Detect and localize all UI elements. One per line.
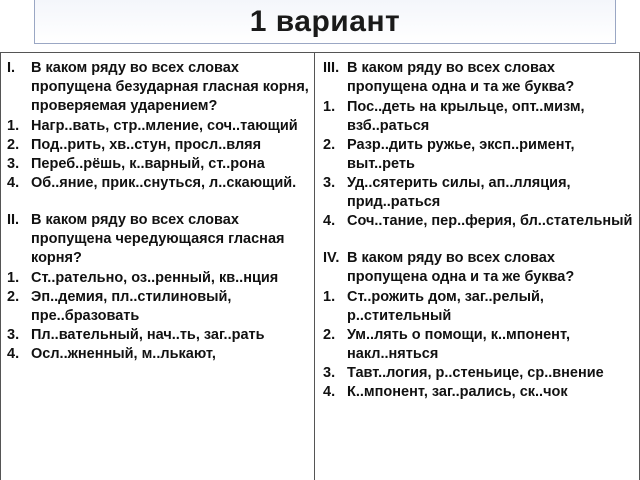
page-title: 1 вариант [249,4,401,38]
option-number: 2. [7,137,20,153]
option-text: Осл..жненный, м..лькают, [31,346,216,362]
option-text: Ст..рожить дом, заг..релый, р..стительный [347,289,544,324]
option-text: Ум..лять о помощи, к..мпонент, накл..няться [347,327,570,362]
answer-option [323,288,635,326]
spacer [7,193,310,211]
option-number: 3. [323,175,336,191]
question-1 [7,59,310,116]
variant-table [0,52,640,480]
question-text: В каком ряду во всех словах пропущена одна и та же буква? [347,60,575,95]
answer-option [7,136,310,155]
answer-option [7,174,310,193]
answer-option [323,364,635,383]
option-number: 2. [323,327,336,343]
option-text: Разр..дить ружье, эксп..римент, выт..реть [347,137,575,172]
answer-option [7,117,310,136]
option-text: Соч..тание, пер..ферия, бл..стательный [347,213,633,229]
spacer [323,231,635,249]
option-text: Пл..вательный, нач..ть, заг..рать [31,327,265,343]
option-text: Уд..сятерить силы, ап..лляция, прид..раться [347,175,571,210]
question-4 [323,249,635,287]
option-text: Нагр..вать, стр..мление, соч..тающий [31,118,298,134]
option-number: 3. [7,156,20,172]
option-text: Пос..деть на крыльце, опт..мизм, взб..раться [347,99,585,134]
question-number: IV. [323,250,340,266]
answer-option [323,174,635,212]
option-number: 1. [7,118,20,134]
option-number: 1. [323,289,336,305]
right-column [315,53,639,480]
answer-option [323,98,635,136]
option-number: 2. [323,137,336,153]
answer-option [7,155,310,174]
option-text: Переб..рёшь, к..варный, ст..рона [31,156,265,172]
question-text: В каком ряду во всех словах пропущена безударная гласная корня, проверяемая ударением? [31,60,309,114]
question-number: II. [7,212,20,228]
answer-option [323,383,635,402]
option-text: Тавт..логия, р..стеньице, ср..внение [347,365,604,381]
question-2 [7,211,310,268]
answer-option [7,345,310,364]
option-text: Ст..рательно, оз..ренный, кв..нция [31,270,279,286]
answer-option [323,136,635,174]
answer-option [7,326,310,345]
left-column [1,53,315,480]
question-text: В каком ряду во всех словах пропущена чередующаяся гласная корня? [31,212,285,266]
option-number: 4. [7,346,20,362]
title-banner [34,0,616,44]
option-text: Об..яние, прик..снуться, л..скающий. [31,175,297,191]
answer-option [7,288,310,326]
option-text: К..мпонент, заг..рались, ск..чок [347,384,568,400]
option-number: 4. [323,384,336,400]
option-number: 1. [323,99,336,115]
option-number: 3. [323,365,336,381]
option-text: Эп..демия, пл..стилиновый, пре..бразовать [31,289,232,324]
option-number: 1. [7,270,20,286]
option-number: 2. [7,289,20,305]
question-text: В каком ряду во всех словах пропущена одна и та же буква? [347,250,575,285]
question-3 [323,59,635,97]
answer-option [323,326,635,364]
answer-option [323,212,635,231]
option-number: 4. [323,213,336,229]
option-text: Под..рить, хв..стун, просл..вляя [31,137,262,153]
answer-option [7,269,310,288]
question-number: III. [323,60,340,76]
question-number: I. [7,60,16,76]
option-number: 4. [7,175,20,191]
option-number: 3. [7,327,20,343]
